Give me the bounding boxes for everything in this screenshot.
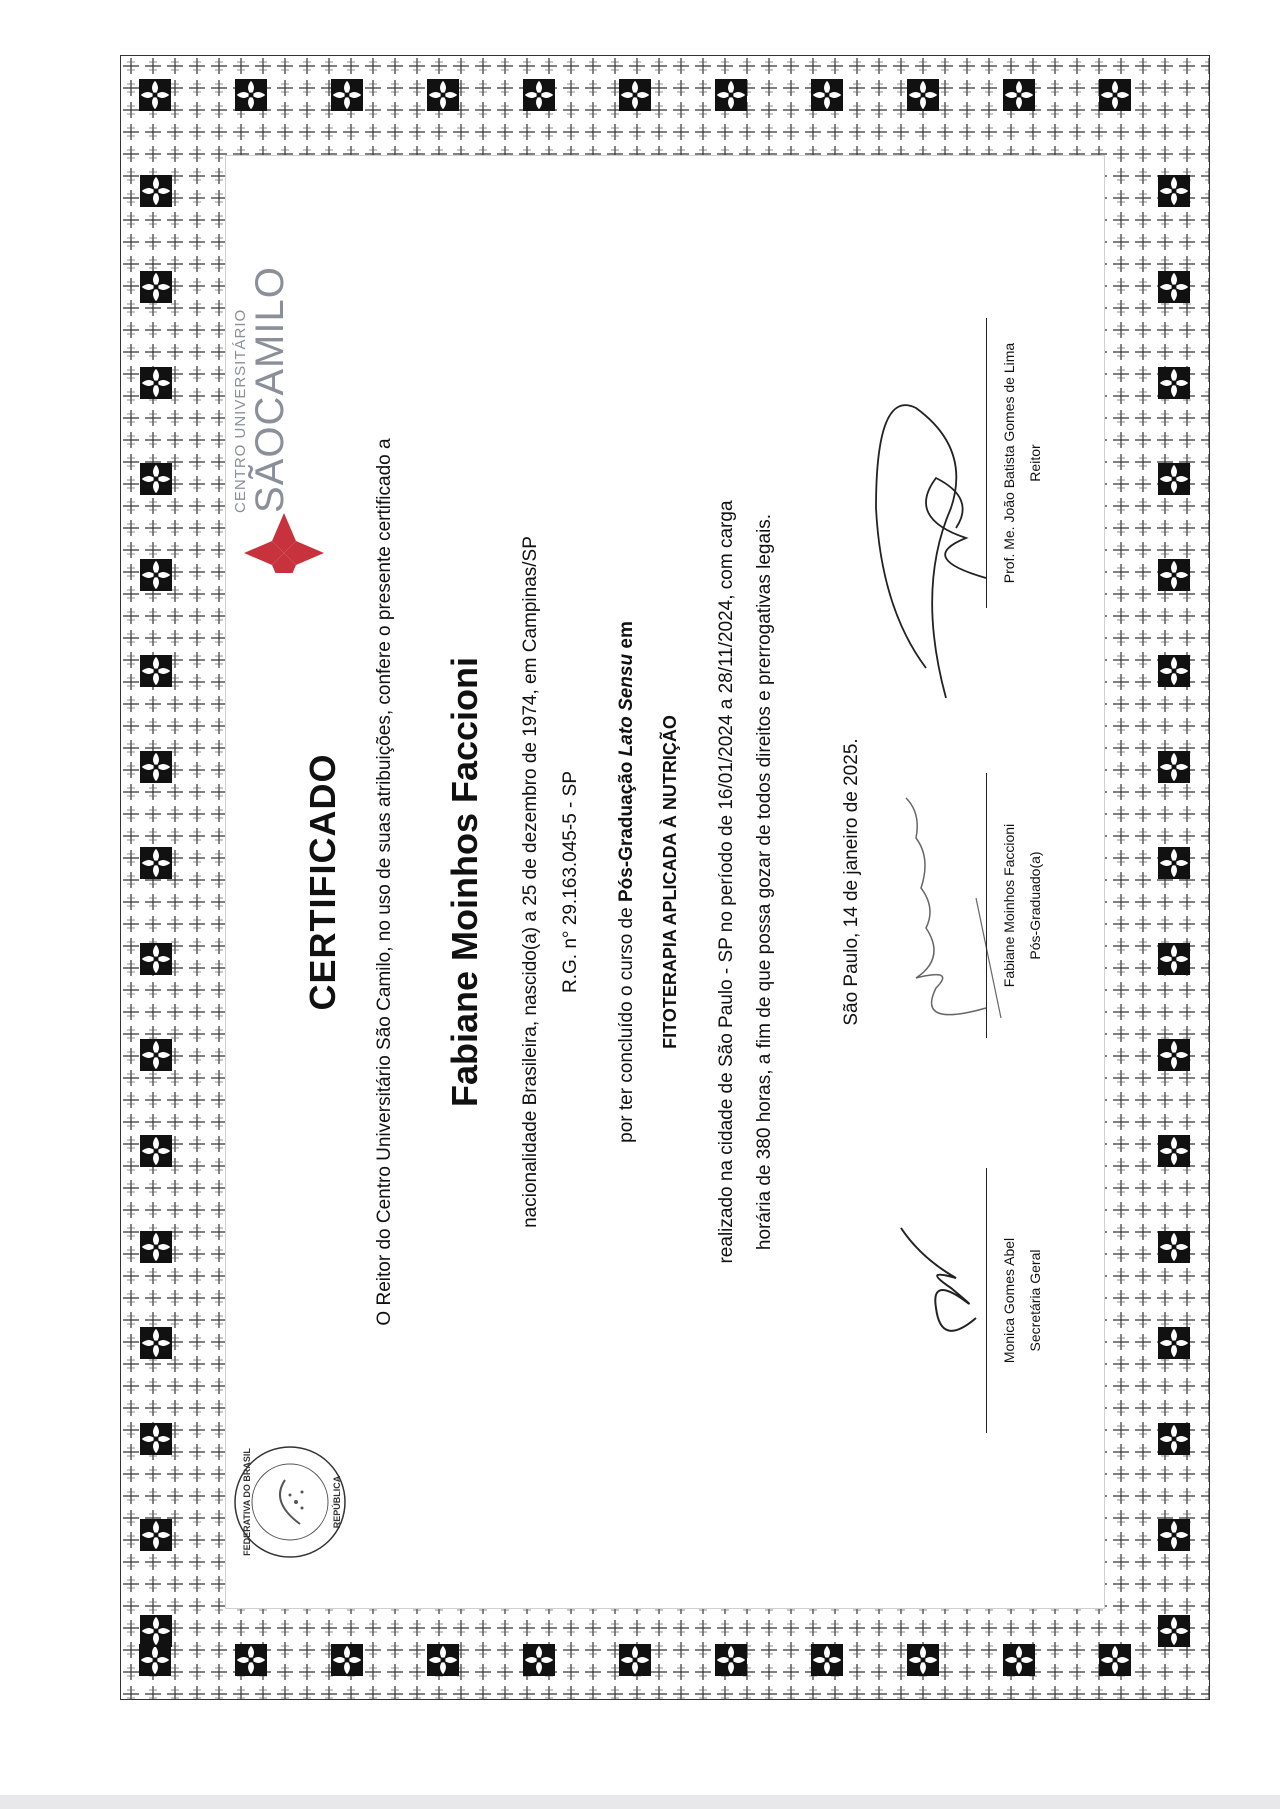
border-flower-icon [1158,1135,1190,1167]
border-flower-icon [1158,1519,1190,1551]
border-flower-icon [1158,943,1190,975]
seal-text-bottom: REPÚBLICA [332,1475,342,1529]
border-flower-icon [619,1644,651,1676]
signer-role-3: Reitor [1027,444,1043,482]
course-type-suffix: em [616,621,637,654]
signer-role-2: Pós-Graduado(a) [1027,851,1043,960]
signer-name-3: Prof. Me. João Batista Gomes de Lima [1001,342,1017,584]
certificate-title: CERTIFICADO [302,753,343,1011]
border-flower-icon [1158,655,1190,687]
hours-line: horária de 380 horas, a fim de que possa gozar de todos direitos e prerrogativas legais. [754,513,775,1251]
signer-name-1: Monica Gomes Abel [1001,1237,1017,1364]
border-flower-icon [1158,271,1190,303]
signature-image-3 [856,368,996,708]
border-flower-icon [427,79,459,111]
border-flower-icon [140,943,172,975]
border-flower-icon [811,79,843,111]
intro-text: O Reitor do Centro Universitário São Camilo, no uso de suas atribuições, confere o presente certificado a [374,438,395,1326]
border-flower-icon [1158,751,1190,783]
border-flower-icon [235,79,267,111]
border-flower-icon [331,1644,363,1676]
border-flower-icon [140,175,172,207]
border-flower-icon [140,1327,172,1359]
border-flower-icon [140,655,172,687]
border-flower-icon [140,1231,172,1263]
border-flower-icon [1158,1327,1190,1359]
border-flower-icon [140,1519,172,1551]
border-flower-icon [1158,175,1190,207]
course-lato-sensu: Lato Sensu [616,653,637,757]
border-flower-icon [140,847,172,879]
signer-name-2: Fabiane Moinhos Faccioni [1001,823,1017,988]
border-flower-icon [1003,1644,1035,1676]
border-flower-icon [715,79,747,111]
date-line: São Paulo, 14 de janeiro de 2025. [841,738,862,1026]
border-flower-icon [715,1644,747,1676]
border-flower-icon [140,1423,172,1455]
recipient-name: Fabiane Moinhos Faccioni [444,656,485,1108]
border-flower-icon [1158,1423,1190,1455]
border-flower-icon [139,1644,171,1676]
border-flower-icon [907,79,939,111]
border-flower-icon [1158,559,1190,591]
border-flower-icon [523,79,555,111]
border-flower-icon [139,79,171,111]
scan-edge [0,1795,1280,1809]
border-flower-icon [427,1644,459,1676]
seal-text-top: FEDERATIVA DO BRASIL [242,1448,252,1556]
border-flower-icon [140,367,172,399]
logo-line-1: CENTRO UNIVERSITÁRIO [232,308,249,513]
border-flower-icon [1158,847,1190,879]
signature-line-2 [986,773,987,1038]
border-flower-icon [140,463,172,495]
signature-line-3 [986,318,987,608]
border-flower-icon [1158,1615,1190,1647]
border-flower-icon [1099,1644,1131,1676]
logo-line-2: SÃOCAMILO [248,266,292,513]
nationality-line: nacionalidade Brasileira, nascido(a) a 25 de dezembro de 1974, em Campinas/SP [520,536,541,1228]
border-flower-icon [140,271,172,303]
signature-image-1 [881,1188,991,1388]
course-prefix: por ter concluído o curso de [616,902,637,1143]
border-flower-icon [140,751,172,783]
border-flower-icon [1158,1231,1190,1263]
period-line: realizado na cidade de São Paulo - SP no período de 16/01/2024 a 28/11/2024, com carga [716,500,737,1264]
border-flower-icon [619,79,651,111]
signature-block-2 [996,773,1048,1038]
border-flower-icon [907,1644,939,1676]
course-name: FITOTERAPIA APLICADA À NUTRIÇÃO [660,715,680,1049]
course-type: Pós-Graduação [616,756,637,903]
border-flower-icon [811,1644,843,1676]
signature-block-1 [996,1168,1048,1433]
border-flower-icon [140,559,172,591]
signature-block-3 [996,318,1048,608]
border-flower-icon [235,1644,267,1676]
border-flower-icon [331,79,363,111]
border-flower-icon [1099,79,1131,111]
border-flower-icon [1158,463,1190,495]
signer-role-1: Secretária Geral [1027,1249,1043,1352]
border-flower-icon [140,1615,172,1647]
border-flower-icon [1158,1039,1190,1071]
border-flower-icon [1003,79,1035,111]
certificate-body [225,155,1105,1609]
border-flower-icon [523,1644,555,1676]
signature-line-1 [986,1168,987,1433]
border-flower-icon [140,1039,172,1071]
course-line [616,156,638,1608]
border-flower-icon [1158,367,1190,399]
rg-line: R.G. n° 29.163.045-5 - SP [560,771,581,993]
border-flower-icon [140,1135,172,1167]
